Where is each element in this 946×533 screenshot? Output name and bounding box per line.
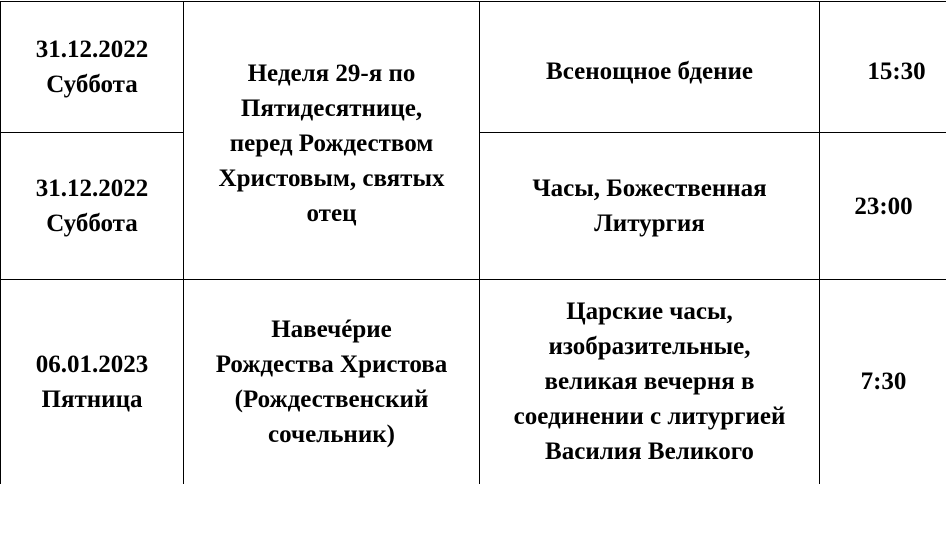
time-text: 7:30 [860,368,907,395]
service-cell [480,133,820,280]
feast-cell [184,280,480,485]
feast-line: перед Рождеством [229,130,434,157]
service-line: Василия Великого [545,438,754,465]
feast-cell [184,2,480,280]
date-cell [1,133,184,280]
time-text: 23:00 [854,192,913,220]
feast-line: (Рождественский [234,386,429,413]
date-text: 06.01.2023 [35,351,149,378]
service-cell [480,280,820,485]
service-schedule-table [0,1,946,484]
feast-line: сочельник) [268,421,395,448]
service-line: изобразительные, [548,333,751,360]
service-line: Литургия [594,210,705,237]
date-cell [1,280,184,485]
weekday-text: Суббота [46,210,138,237]
service-line: Часы, Божественная [532,175,767,202]
feast-line: Рождества Христова [215,351,448,378]
date-text: 31.12.2022 [35,175,149,202]
feast-line: отец [306,200,357,227]
table-row [1,2,946,133]
service-line: Царские часы, [566,298,733,325]
feast-line: Пятидесятнице, [240,95,423,122]
feast-line: Навечéрие [271,316,392,343]
feast-line: Неделя 29-я по [247,60,416,87]
time-cell [820,133,946,280]
service-line: соединении с литургией [513,403,786,430]
service-cell [480,2,820,133]
time-cell [820,280,946,485]
service-line: Всенощное бдение [546,58,753,85]
time-text: 15:30 [867,58,926,85]
table-row [1,280,946,485]
weekday-text: Суббота [46,71,138,98]
date-cell [1,2,184,133]
time-cell [820,2,946,133]
service-line: великая вечерня в [544,368,755,395]
date-text: 31.12.2022 [35,36,149,63]
feast-line: Христовым, святых [218,165,445,192]
weekday-text: Пятница [41,386,143,413]
